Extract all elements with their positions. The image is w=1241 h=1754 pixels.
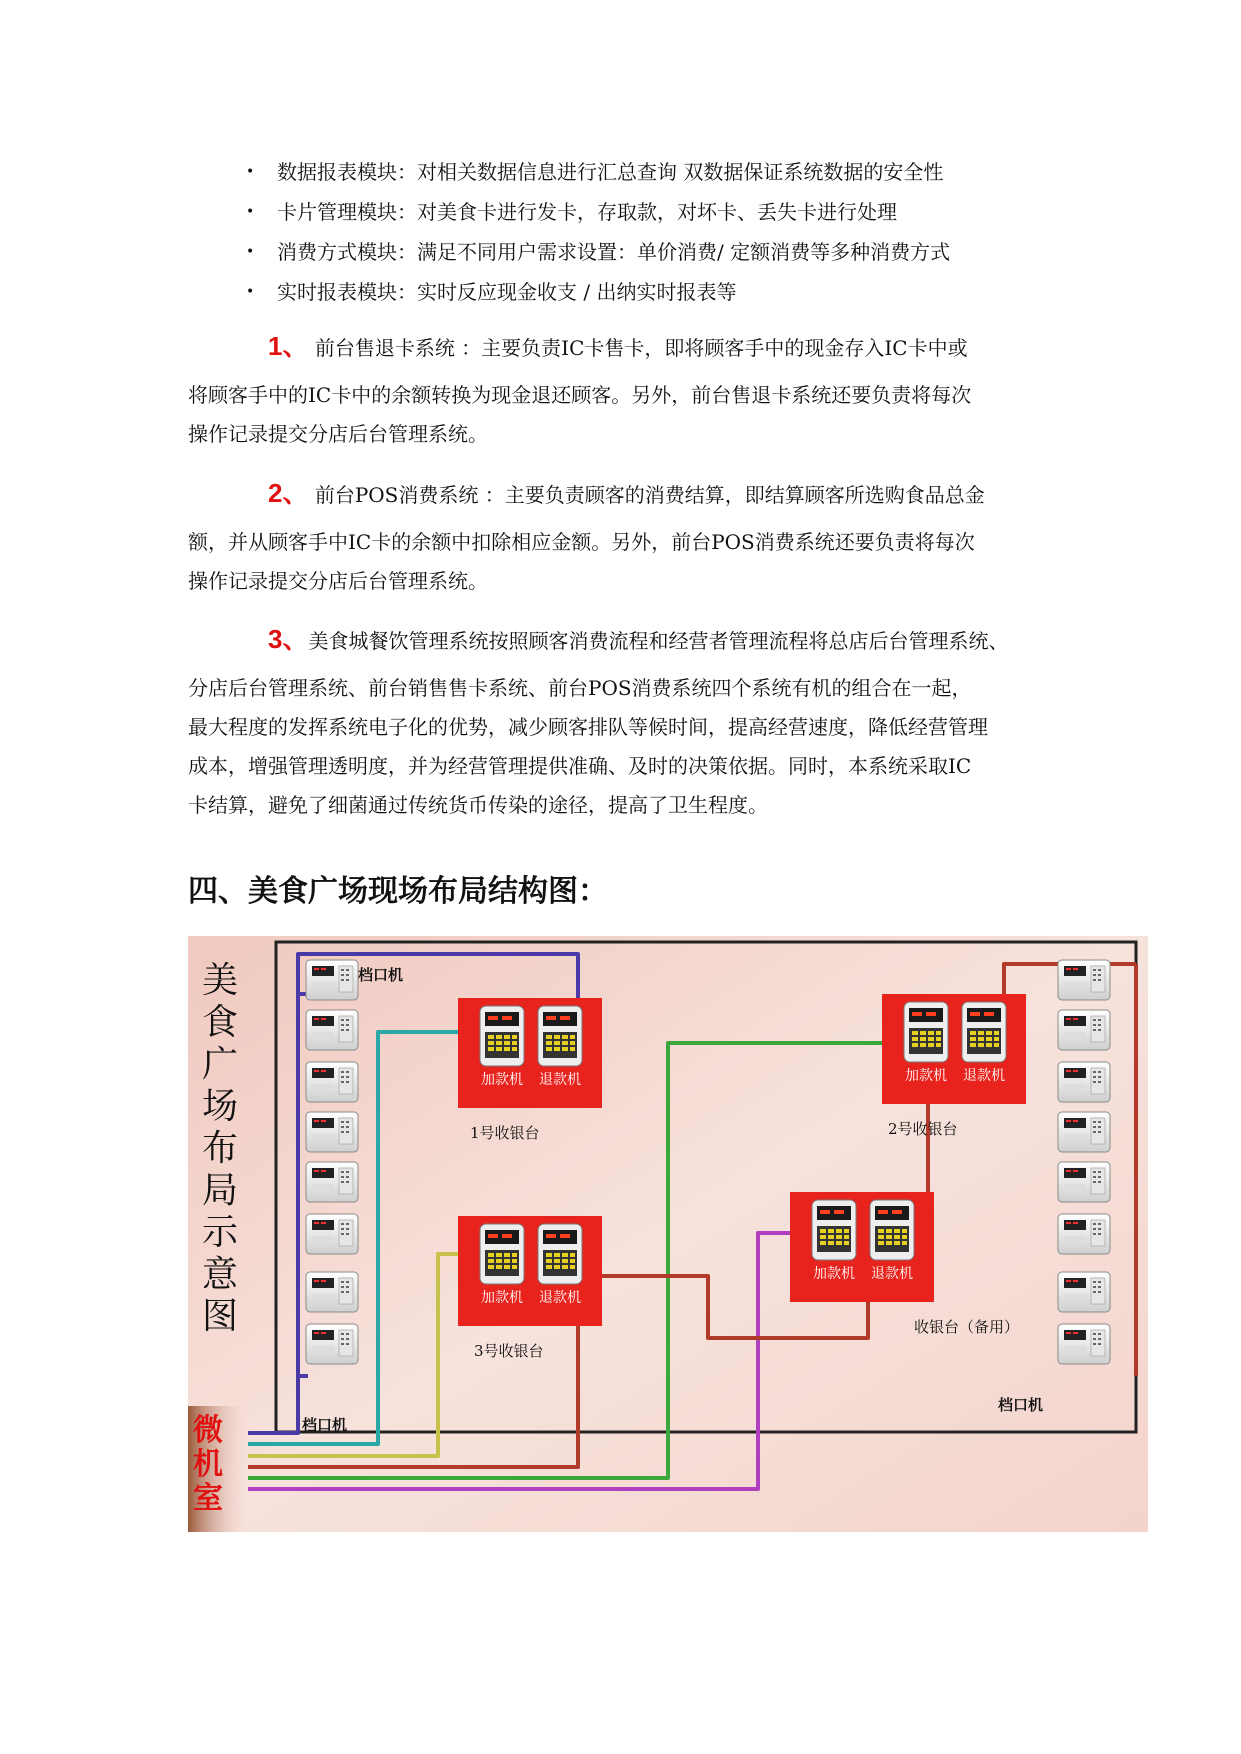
vertical-diagram-title [202,960,239,1337]
paragraph-line: 操作记录提交分店后台管理系统。 [188,422,488,446]
stall-label-bottom-right: 档口机 [998,1396,1044,1414]
stall-terminal-icon [1058,1010,1110,1050]
vertical-title-char: 局 [201,1170,239,1211]
stall-terminal-icon [306,960,358,1000]
refund-machine-label: 退款机 [539,1072,581,1088]
paragraph-line: 成本，增强管理透明度，并为经营管理提供准确、及时的决策依据。同时，本系统采取IC [188,754,972,778]
bullet-dot: • [246,204,255,220]
stall-terminal-icon [1058,1214,1110,1254]
vertical-title-char: 示 [201,1212,239,1253]
stall-label-bottom-left: 档口机 [302,1416,348,1434]
stall-terminal-icon [306,1272,358,1312]
stall-terminal-icon [306,1062,358,1102]
vertical-title-char: 广 [201,1044,239,1085]
bullet-dot: • [246,244,255,260]
counter-2-name: 2号收银台 [888,1120,958,1138]
paragraph-line: 1、 前台售退卡系统 ：主要负责IC卡售卡，即将顾客手中的现金存入IC卡中或 [268,331,968,361]
vertical-title-char: 美 [201,960,239,1001]
add-machine-label: 加款机 [481,1072,523,1088]
paragraph-line: 卡结算，避免了细菌通过传统货币传染的途径，提高了卫生程度。 [188,793,768,817]
paragraph-line: 3、美食城餐饮管理系统按照顾客消费流程和经营者管理流程将总店后台管理系统、 [268,624,1009,654]
stall-terminal-icon [306,1010,358,1050]
left-stall-terminals [306,960,358,1364]
stall-terminal-icon [306,1162,358,1202]
refund-machine-icon [962,1002,1006,1062]
refund-machine-label: 退款机 [871,1266,913,1282]
add-machine-label: 加款机 [905,1068,947,1084]
paragraph-1 [188,327,1054,454]
stall-terminal-icon [1058,1112,1110,1152]
paragraph-number: 2、 [268,478,309,508]
paragraph-number: 3、 [268,624,309,654]
add-machine-label: 加款机 [481,1290,523,1306]
counter-backup-name: 收银台（备用） [914,1318,1020,1336]
vertical-title-char: 场 [201,1086,239,1127]
vertical-title-char: 布 [201,1128,239,1169]
stall-terminal-icon [306,1324,358,1364]
add-machine-icon [812,1200,856,1260]
refund-machine-label: 退款机 [539,1290,581,1306]
refund-machine-icon [870,1200,914,1260]
right-stall-terminals [1058,960,1110,1364]
paragraph-line: 操作记录提交分店后台管理系统。 [188,569,488,593]
add-machine-icon [480,1006,524,1066]
refund-machine-label: 退款机 [963,1068,1005,1084]
stall-terminal-icon [306,1112,358,1152]
bullet-item: • 实时报表模块：实时反应现金收支 / 出纳实时报表等 [246,272,1106,312]
paragraph-number: 1、 [268,331,309,361]
bullet-item: • 消费方式模块：满足不同用户需求设置：单价消费/ 定额消费等多种消费方式 [246,232,1106,272]
bullet-item: • 卡片管理模块：对美食卡进行发卡，存取款，对坏卡、丢失卡进行处理 [246,192,1106,232]
vertical-title-char: 食 [201,1002,239,1043]
counter-1-name: 1号收银台 [470,1124,540,1142]
stall-terminal-icon [1058,1324,1110,1364]
stall-terminal-icon [1058,960,1110,1000]
refund-machine-icon [538,1224,582,1284]
computer-room-char: 室 [193,1481,223,1516]
computer-room-label [193,1413,223,1516]
stall-terminal-icon [1058,1272,1110,1312]
bullet-dot: • [246,164,255,180]
bullet-item: • 数据报表模块：对相关数据信息进行汇总查询 双数据保证系统数据的安全性 [246,152,1106,192]
add-machine-label: 加款机 [813,1266,855,1282]
paragraph-line: 额，并从顾客手中IC卡的余额中扣除相应金额。另外，前台POS消费系统还要负责将每次 [188,530,975,554]
computer-room-char: 微 [193,1413,223,1448]
paragraph-line: 2、 前台POS消费系统 ：主要负责顾客的消费结算，即结算顾客所选购食品总金 [268,478,985,508]
stall-terminal-icon [306,1214,358,1254]
layout-diagram-svg [188,936,1148,1532]
stall-terminal-icon [1058,1062,1110,1102]
paragraph-2 [188,474,1054,601]
paragraph-line: 将顾客手中的IC卡中的余额转换为现金退还顾客。另外，前台售退卡系统还要负责将每次 [188,383,972,407]
computer-room-char: 机 [193,1447,223,1482]
stall-terminal-icon [1058,1162,1110,1202]
add-machine-icon [904,1002,948,1062]
feature-bullet-list [246,152,1106,312]
stall-label-top-left: 档口机 [358,966,404,984]
refund-machine-icon [538,1006,582,1066]
bullet-dot: • [246,284,255,300]
paragraph-3 [188,620,1054,825]
paragraph-line: 最大程度的发挥系统电子化的优势，减少顾客排队等候时间，提高经营速度，降低经营管理 [188,715,988,739]
counter-3-name: 3号收银台 [474,1342,544,1360]
food-court-layout-diagram [188,936,1148,1532]
vertical-title-char: 意 [201,1254,239,1295]
vertical-title-char: 图 [201,1296,239,1337]
add-machine-icon [480,1224,524,1284]
section-heading: 四、美食广场现场布局结构图： [188,874,608,909]
paragraph-line: 分店后台管理系统、前台销售售卡系统、前台POS消费系统四个系统有机的组合在一起， [188,676,972,700]
